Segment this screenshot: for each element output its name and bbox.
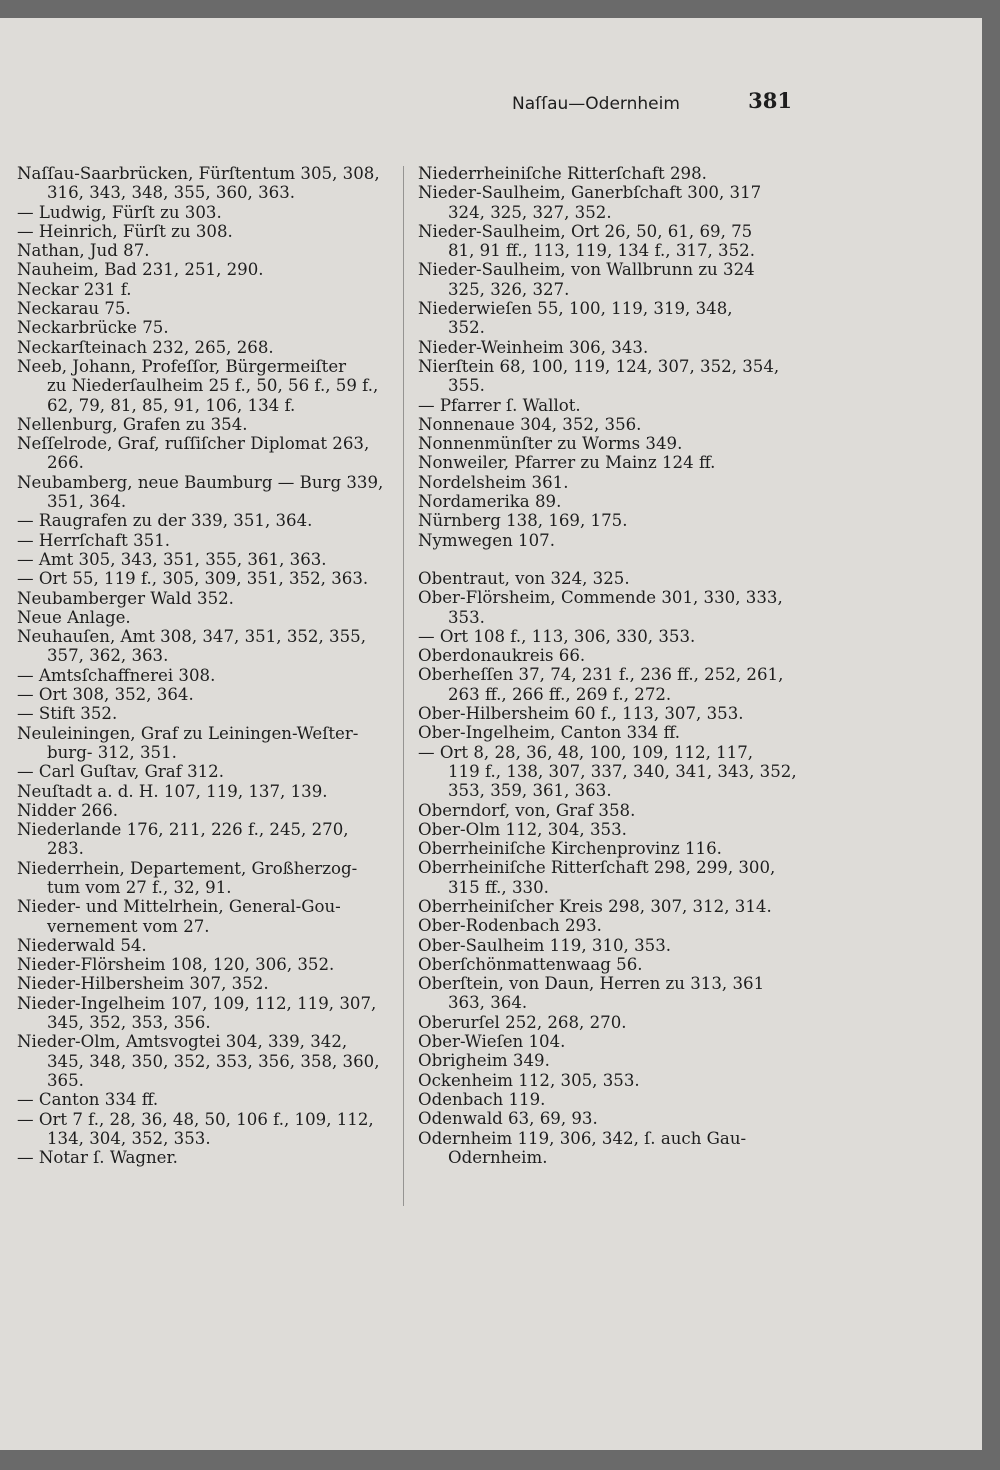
index-entry <box>17 627 397 666</box>
index-entry <box>17 434 397 473</box>
index-entry <box>418 627 808 646</box>
index-entry <box>418 897 808 916</box>
entry-continuation-line: 316, 343, 348, 355, 360, 363. <box>47 183 296 203</box>
index-entry <box>418 955 808 974</box>
index-entry <box>17 473 397 512</box>
entry-line: Ockenheim 112, 305, 353. <box>418 1070 640 1090</box>
index-entry <box>17 550 397 569</box>
index-entry <box>418 1051 808 1070</box>
entry-line: Ober-Wieſen 104. <box>418 1032 566 1052</box>
entry-line: — Herrſchaft 351. <box>17 530 171 550</box>
entry-continuation-line: 345, 352, 353, 356. <box>47 1013 211 1033</box>
index-entry <box>418 801 808 820</box>
entry-line: Oberurſel 252, 268, 270. <box>418 1012 627 1032</box>
entry-line: — Heinrich, Fürſt zu 308. <box>17 221 233 241</box>
index-entry <box>418 183 808 222</box>
entry-line: — Amtsſchaffnerei 308. <box>17 665 216 685</box>
entry-line: Nonnenmünſter zu Worms 349. <box>418 434 683 454</box>
index-entry <box>418 723 808 742</box>
entry-line: — Ort 7 f., 28, 36, 48, 50, 106 f., 109, 112, <box>17 1109 374 1129</box>
index-entry <box>418 473 808 492</box>
entry-line: Nymwegen 107. <box>418 530 556 550</box>
index-entry <box>17 608 397 627</box>
index-entry <box>17 666 397 685</box>
entry-line: Nieder-Hilbersheim 307, 352. <box>17 974 269 994</box>
entry-line: Ober-Flörsheim, Commende 301, 330, 333, <box>418 588 783 608</box>
index-entry <box>17 260 397 279</box>
index-entry <box>17 280 397 299</box>
entry-line: Nieder-Olm, Amtsvogtei 304, 339, 342, <box>17 1032 348 1052</box>
entry-line: — Ort 55, 119 f., 305, 309, 351, 352, 363. <box>17 569 369 589</box>
index-entry <box>418 357 808 396</box>
entry-continuation-line: 119 f., 138, 307, 337, 340, 341, 343, 352, <box>448 761 797 781</box>
entry-continuation-line: 363, 364. <box>448 993 528 1013</box>
entry-continuation-line: burg- 312, 351. <box>47 742 177 762</box>
entry-continuation-line: 345, 348, 350, 352, 353, 356, 358, 360, <box>47 1051 380 1071</box>
entry-continuation-line: 351, 364. <box>47 492 127 512</box>
index-entry <box>17 299 397 318</box>
index-entry <box>17 222 397 241</box>
entry-line: — Raugrafen zu der 339, 351, 364. <box>17 511 313 531</box>
entry-line: Ober-Rodenbach 293. <box>418 916 602 936</box>
entry-line: Nonweiler, Pfarrer zu Mainz 124 ff. <box>418 453 716 473</box>
index-entry <box>418 743 808 801</box>
entry-continuation-line: zu Niederſaulheim 25 f., 50, 56 f., 59 f., <box>47 376 379 396</box>
entry-line: Oberſtein, von Daun, Herren zu 313, 361 <box>418 974 765 994</box>
index-entry <box>17 415 397 434</box>
page-number: 381 <box>748 88 792 113</box>
index-entry <box>418 820 808 839</box>
entry-line: — Pfarrer ſ. Wallot. <box>418 395 581 415</box>
index-entry <box>17 974 397 993</box>
entry-line: Nieder- und Mittelrhein, General-Gou- <box>17 897 341 917</box>
index-entry <box>418 338 808 357</box>
running-header <box>512 88 942 130</box>
entry-line: Niederrhein, Departement, Großherzog- <box>17 858 358 878</box>
index-entry <box>418 665 808 704</box>
entry-line: Niederrheiniſche Ritterſchaft 298. <box>418 164 707 183</box>
index-entry <box>17 704 397 723</box>
entry-line: Ober-Hilbersheim 60 f., 113, 307, 353. <box>418 704 744 724</box>
entry-line: Odenbach 119. <box>418 1089 546 1109</box>
index-entry <box>418 492 808 511</box>
entry-line: Nathan, Jud 87. <box>17 241 150 261</box>
index-entry <box>418 839 808 858</box>
entry-line: Neſſelrode, Graf, ruſſiſcher Diplomat 263, <box>17 434 370 454</box>
index-entry <box>418 164 808 183</box>
index-entry <box>17 724 397 763</box>
index-entry <box>17 994 397 1033</box>
entry-line: Nidder 266. <box>17 800 119 820</box>
entry-line: Nellenburg, Grafen zu 354. <box>17 414 248 434</box>
entry-continuation-line: 62, 79, 81, 85, 91, 106, 134 f. <box>47 395 296 415</box>
entry-continuation-line: vernement vom 27. <box>47 916 210 936</box>
entry-line: Neeb, Johann, Profeſſor, Bürgermeiſter <box>17 356 347 376</box>
index-entry <box>418 434 808 453</box>
index-entry <box>418 531 808 550</box>
index-entry <box>17 589 397 608</box>
column-divider <box>403 166 404 1206</box>
index-entry <box>418 1071 808 1090</box>
entry-line: Niederwieſen 55, 100, 119, 319, 348, <box>418 299 733 319</box>
entry-continuation-line: 353. <box>448 607 485 627</box>
entry-line: Neckarau 75. <box>17 299 131 319</box>
entry-line: Oberrheiniſche Kirchenprovinz 116. <box>418 839 722 859</box>
entry-line: Naſſau-Saarbrücken, Fürſtentum 305, 308, <box>17 164 380 183</box>
entry-line: Nordamerika 89. <box>418 492 562 512</box>
entry-line: Neuhauſen, Amt 308, 347, 351, 352, 355, <box>17 627 366 647</box>
entry-line: Ober-Ingelheim, Canton 334 ff. <box>418 723 680 743</box>
entry-line: Oberſchönmattenwaag 56. <box>418 954 643 974</box>
index-column-right <box>418 164 808 1167</box>
index-entry <box>418 916 808 935</box>
index-entry <box>17 1090 397 1109</box>
index-entry <box>418 299 808 338</box>
entry-line: Neubamberger Wald 352. <box>17 588 234 608</box>
entry-line: Neckar 231 f. <box>17 279 132 299</box>
index-entry <box>418 453 808 472</box>
index-entry <box>418 588 808 627</box>
entry-line: — Canton 334 ff. <box>17 1090 159 1110</box>
section-spacer <box>418 550 808 569</box>
index-entry <box>418 260 808 299</box>
index-entry <box>418 1129 808 1168</box>
entry-line: Ober-Saulheim 119, 310, 353. <box>418 935 672 955</box>
entry-line: Nauheim, Bad 231, 251, 290. <box>17 260 264 280</box>
index-entry <box>418 646 808 665</box>
index-entry <box>418 1090 808 1109</box>
index-entry <box>418 1109 808 1128</box>
index-entry <box>17 859 397 898</box>
entry-line: Neckarbrücke 75. <box>17 318 169 338</box>
entry-line: — Ort 8, 28, 36, 48, 100, 109, 112, 117, <box>418 742 754 762</box>
entry-continuation-line: 134, 304, 352, 353. <box>47 1128 211 1148</box>
running-title: Naſſau—Odernheim <box>512 94 680 114</box>
entry-continuation-line: Odernheim. <box>448 1147 548 1167</box>
entry-line: Nieder-Flörsheim 108, 120, 306, 352. <box>17 955 335 975</box>
entry-line: Oberdonaukreis 66. <box>418 646 586 666</box>
index-entry <box>17 569 397 588</box>
index-entry <box>17 782 397 801</box>
entry-line: Niederlande 176, 211, 226 f., 245, 270, <box>17 820 349 840</box>
index-entry <box>418 1032 808 1051</box>
entry-line: — Carl Guſtav, Graf 312. <box>17 762 225 782</box>
entry-line: — Ludwig, Fürſt zu 303. <box>17 202 222 222</box>
index-entry <box>418 222 808 261</box>
entry-line: Obentraut, von 324, 325. <box>418 568 630 588</box>
entry-line: Niederwald 54. <box>17 935 147 955</box>
entry-line: Neue Anlage. <box>17 607 131 627</box>
index-entry <box>17 685 397 704</box>
entry-line: Nieder-Saulheim, Ort 26, 50, 61, 69, 75 <box>418 221 753 241</box>
index-entry <box>17 318 397 337</box>
entry-continuation-line: 263 ff., 266 ff., 269 f., 272. <box>448 684 672 704</box>
index-entry <box>17 1148 397 1167</box>
entry-line: Nieder-Saulheim, von Wallbrunn zu 324 <box>418 260 755 280</box>
entry-line: Neubamberg, neue Baumburg — Burg 339, <box>17 472 384 492</box>
entry-line: Obrigheim 349. <box>418 1051 550 1071</box>
index-entry <box>17 801 397 820</box>
index-column-left <box>17 164 397 1167</box>
entry-line: — Stift 352. <box>17 704 118 724</box>
entry-continuation-line: 324, 325, 327, 352. <box>448 202 612 222</box>
index-entry <box>17 955 397 974</box>
entry-continuation-line: 355. <box>448 376 485 396</box>
index-entry <box>17 203 397 222</box>
index-entry <box>17 897 397 936</box>
entry-line: Odernheim 119, 306, 342, ſ. auch Gau- <box>418 1128 747 1148</box>
entry-continuation-line: 357, 362, 363. <box>47 646 169 666</box>
index-entry <box>17 338 397 357</box>
entry-line: Nierſtein 68, 100, 119, 124, 307, 352, 354, <box>418 356 780 376</box>
entry-line: Odenwald 63, 69, 93. <box>418 1109 598 1129</box>
entry-continuation-line: 325, 326, 327. <box>448 279 570 299</box>
index-entry <box>17 1032 397 1090</box>
entry-line: — Amt 305, 343, 351, 355, 361, 363. <box>17 549 327 569</box>
index-entry <box>17 241 397 260</box>
entry-continuation-line: 352. <box>448 318 485 338</box>
entry-line: Nieder-Saulheim, Ganerbſchaft 300, 317 <box>418 183 762 203</box>
index-entry <box>418 704 808 723</box>
entry-line: Nieder-Ingelheim 107, 109, 112, 119, 307, <box>17 993 377 1013</box>
index-entry <box>418 858 808 897</box>
entry-line: — Notar ſ. Wagner. <box>17 1148 178 1168</box>
entry-line: Neuleiningen, Graf zu Leiningen-Weſter- <box>17 723 359 743</box>
entry-line: Nürnberg 138, 169, 175. <box>418 511 628 531</box>
entry-continuation-line: 81, 91 ff., 113, 119, 134 f., 317, 352. <box>448 241 756 261</box>
entry-line: Neckarſteinach 232, 265, 268. <box>17 337 274 357</box>
index-entry <box>17 820 397 859</box>
index-entry <box>17 531 397 550</box>
entry-line: Oberrheiniſcher Kreis 298, 307, 312, 314. <box>418 896 772 916</box>
entry-continuation-line: tum vom 27 f., 32, 91. <box>47 877 232 897</box>
index-entry <box>17 1110 397 1149</box>
index-entry <box>418 396 808 415</box>
index-entry <box>418 569 808 588</box>
entry-line: — Ort 108 f., 113, 306, 330, 353. <box>418 626 696 646</box>
entry-line: Neuſtadt a. d. H. 107, 119, 137, 139. <box>17 781 328 801</box>
entry-line: — Ort 308, 352, 364. <box>17 685 194 705</box>
index-entry <box>17 357 397 415</box>
index-entry <box>418 936 808 955</box>
entry-continuation-line: 365. <box>47 1070 84 1090</box>
index-entry <box>418 1013 808 1032</box>
entry-line: Oberrheiniſche Ritterſchaft 298, 299, 300, <box>418 858 776 878</box>
index-entry <box>418 511 808 530</box>
entry-line: Nordelsheim 361. <box>418 472 569 492</box>
index-entry <box>17 511 397 530</box>
index-entry <box>17 762 397 781</box>
index-entry <box>17 936 397 955</box>
entry-continuation-line: 283. <box>47 839 84 859</box>
entry-continuation-line: 266. <box>47 453 84 473</box>
index-entry <box>418 415 808 434</box>
entry-line: Nieder-Weinheim 306, 343. <box>418 337 649 357</box>
entry-continuation-line: 315 ff., 330. <box>448 877 549 897</box>
book-page <box>0 18 982 1450</box>
index-entry <box>17 164 397 203</box>
entry-line: Ober-Olm 112, 304, 353. <box>418 819 627 839</box>
entry-line: Oberndorf, von, Graf 358. <box>418 800 636 820</box>
entry-line: Nonnenaue 304, 352, 356. <box>418 414 642 434</box>
index-entry <box>418 974 808 1013</box>
entry-continuation-line: 353, 359, 361, 363. <box>448 781 612 801</box>
entry-line: Oberheſſen 37, 74, 231 f., 236 ff., 252, 261, <box>418 665 784 685</box>
